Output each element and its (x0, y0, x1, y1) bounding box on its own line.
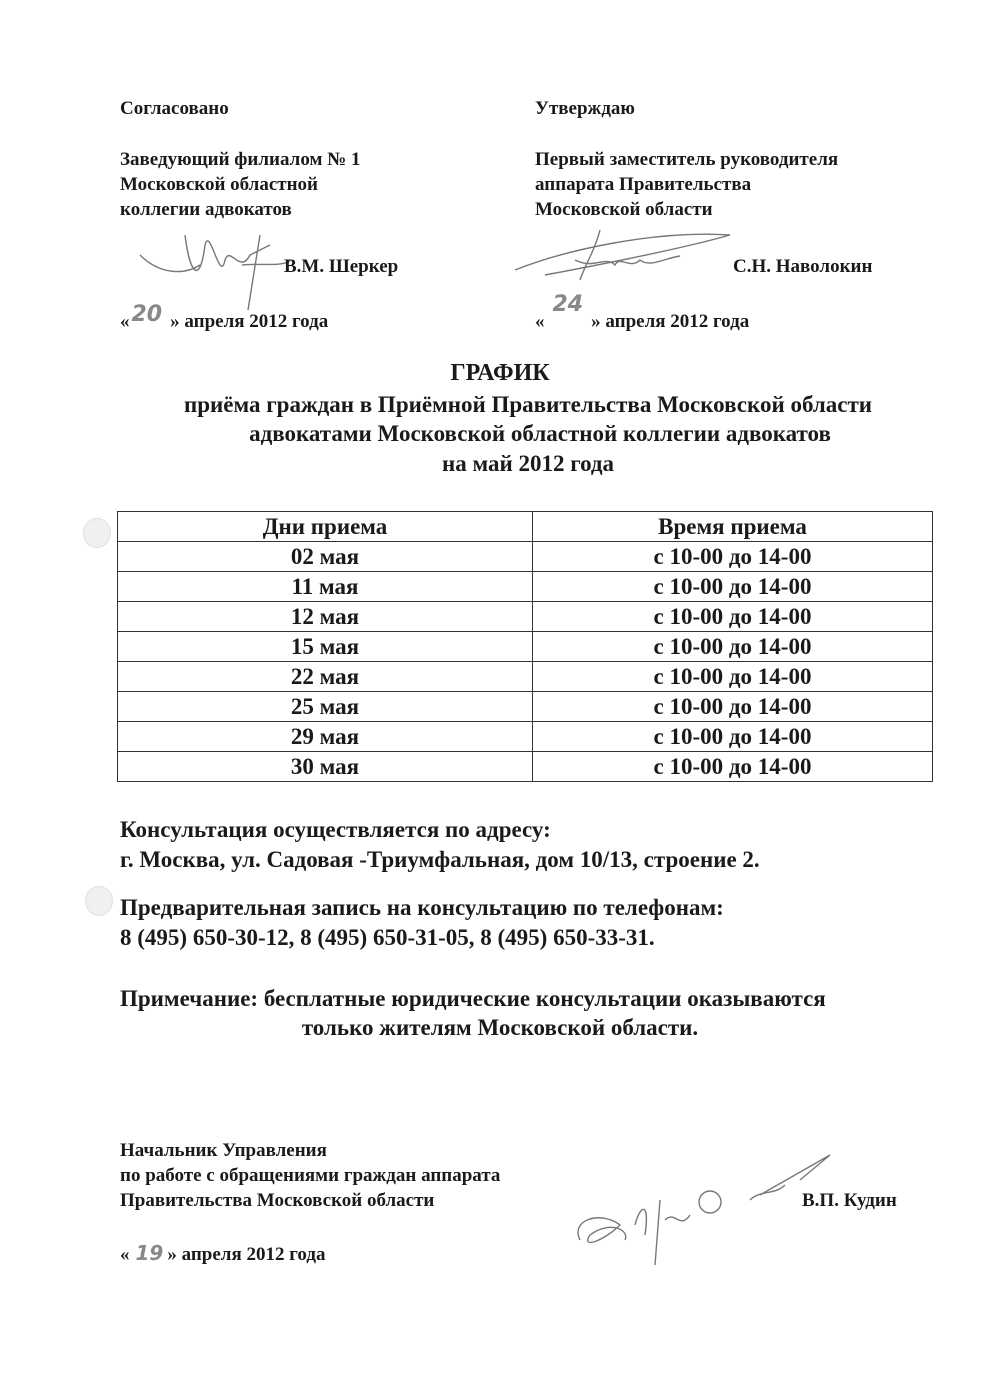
left-position (120, 147, 361, 222)
document-subtitle-line: приёма граждан в Приёмной Правительства Московской области (183, 392, 873, 417)
table-row (118, 542, 933, 572)
table-header-row (118, 512, 933, 542)
table-row (118, 632, 933, 662)
day-cell: 22 мая (118, 662, 533, 692)
phones-block (120, 893, 724, 953)
approval-heading-left: Согласовано (120, 98, 229, 119)
handwritten-day: 20 (131, 302, 163, 327)
address-block (120, 815, 760, 875)
handwritten-day: 24 (552, 292, 584, 317)
day-cell: 11 мая (118, 572, 533, 602)
document-title: ГРАФИК (450, 360, 550, 386)
time-cell: с 10-00 до 14-00 (533, 662, 933, 692)
day-cell: 29 мая (118, 722, 533, 752)
footer-date: « 19 » апреля 2012 года (120, 1241, 326, 1265)
time-cell: с 10-00 до 14-00 (533, 692, 933, 722)
footer-position-line: Начальник Управления (120, 1140, 327, 1161)
footer-position (120, 1138, 500, 1213)
day-cell: 12 мая (118, 602, 533, 632)
table-row (118, 752, 933, 782)
document-subtitle-line: адвокатами Московской областной коллегии адвокатов (249, 421, 831, 446)
table-row (118, 662, 933, 692)
left-position-line: коллегии адвокатов (120, 199, 292, 220)
address-label: Консультация осуществляется по адресу: (120, 817, 551, 842)
time-cell: с 10-00 до 14-00 (533, 632, 933, 662)
time-cell: с 10-00 до 14-00 (533, 602, 933, 632)
punch-hole (85, 886, 113, 916)
approval-heading-right: Утверждаю (535, 98, 635, 119)
time-cell: с 10-00 до 14-00 (533, 572, 933, 602)
note-line: Примечание: бесплатные юридические консультации оказываются (120, 986, 826, 1011)
right-position-line: Московской области (535, 199, 713, 220)
right-position (535, 147, 838, 222)
column-header-days: Дни приема (118, 512, 533, 542)
column-header-time: Время приема (533, 512, 933, 542)
right-position-line: аппарата Правительства (535, 174, 752, 195)
right-signer: С.Н. Наволокин (733, 256, 873, 277)
handwritten-day: 19 (135, 1241, 164, 1265)
left-position-line: Московской областной (120, 174, 319, 195)
phones-text: 8 (495) 650-30-12, 8 (495) 650-31-05, 8 (495) 650-33-31. (120, 925, 655, 950)
document-subtitle-line: на май 2012 года (441, 451, 615, 476)
time-cell: с 10-00 до 14-00 (533, 722, 933, 752)
footer-position-line: Правительства Московской области (120, 1190, 435, 1211)
day-cell: 02 мая (118, 542, 533, 572)
day-cell: 30 мая (118, 752, 533, 782)
day-cell: 15 мая (118, 632, 533, 662)
time-cell: с 10-00 до 14-00 (533, 542, 933, 572)
left-position-line: Заведующий филиалом № 1 (120, 149, 361, 170)
left-date: «20 » апреля 2012 года (120, 302, 329, 332)
table-row (118, 722, 933, 752)
table-row (118, 602, 933, 632)
table-row (118, 692, 933, 722)
day-cell: 25 мая (118, 692, 533, 722)
footer-signer: В.П. Кудин (802, 1190, 897, 1211)
time-cell: с 10-00 до 14-00 (533, 752, 933, 782)
signature-navolokin (505, 220, 745, 300)
right-date: «24» апреля 2012 года (535, 292, 750, 332)
table-row (118, 572, 933, 602)
punch-hole (83, 518, 111, 548)
left-signer: В.М. Шеркер (284, 256, 399, 277)
address-text: г. Москва, ул. Садовая -Триумфальная, дом 10/13, строение 2. (120, 847, 760, 872)
phones-label: Предварительная запись на консультацию по телефонам: (120, 895, 724, 920)
right-position-line: Первый заместитель руководителя (535, 149, 839, 170)
schedule-table (117, 511, 933, 782)
note-line: только жителям Московской области. (301, 1015, 699, 1040)
footer-position-line: по работе с обращениями граждан аппарата (120, 1165, 501, 1186)
